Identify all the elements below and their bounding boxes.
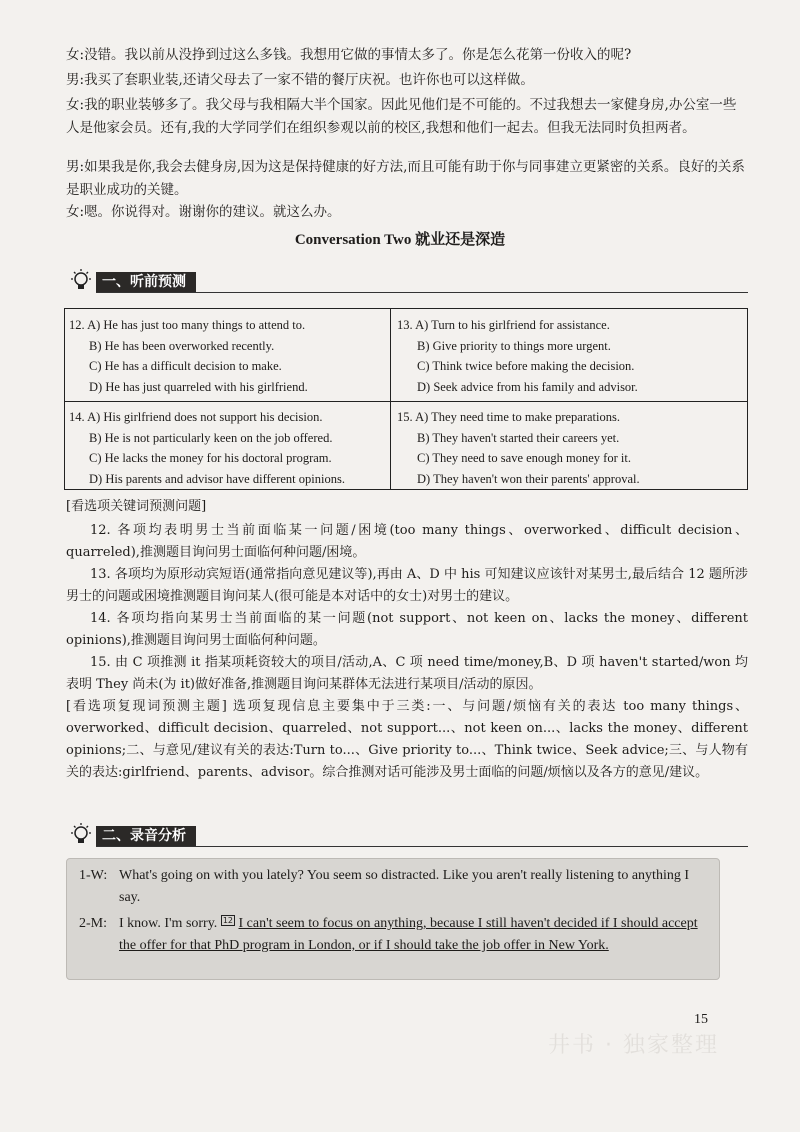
dialogue-line-5 bbox=[66, 201, 746, 224]
watermark: 井书 · 独家整理 bbox=[548, 1033, 719, 1058]
transcript-line-1 bbox=[79, 865, 707, 909]
option-line: B) They haven't started their careers yet. bbox=[417, 430, 620, 445]
analysis-paragraph-14: 14. 各项均指向某男士当前面临的某一问题(not support、not keen on、lacks the money、different opinions),推测题目询问男士面临何种问题。 bbox=[66, 611, 748, 648]
option-line: C) They need to save enough money for it. bbox=[417, 451, 631, 465]
speaker-tag: 1-W: bbox=[79, 868, 108, 883]
speaker: 女: bbox=[66, 97, 85, 113]
dialogue-line-1 bbox=[66, 44, 746, 67]
option-line: C) Think twice before making the decision. bbox=[417, 359, 635, 373]
transcript-box bbox=[66, 858, 720, 980]
question-13 bbox=[393, 309, 715, 397]
section-label: 二、录音分析 bbox=[96, 826, 196, 846]
dialogue-text: 如果我是你,我会去健身房,因为这是保持健康的好方法,而且可能有助于你与同事建立更紧密的关系。良好的关系是职业成功的关键。 bbox=[66, 159, 745, 198]
option-line: 12. A) He has just too many things to attend to. bbox=[69, 318, 306, 332]
speaker: 男: bbox=[66, 72, 85, 88]
option-line: 13. A) Turn to his girlfriend for assistance. bbox=[397, 318, 610, 332]
lightbulb-icon bbox=[68, 822, 94, 848]
speaker: 女: bbox=[66, 204, 85, 220]
lightbulb-icon bbox=[68, 268, 94, 294]
transcript-text: What's going on with you lately? You seem so distracted. Like you aren't really listening to anything I say. bbox=[119, 868, 689, 905]
dialogue-text: 嗯。你说得对。谢谢你的建议。就这么办。 bbox=[84, 204, 341, 220]
analysis-paragraph-12: 12. 各项均表明男士当前面临某一问题/困境(too many things、overworked、difficult decision、quarreled),推测题目询问男士面临何种问题/困境。 bbox=[66, 523, 748, 560]
option-line: B) He is not particularly keen on the job offered. bbox=[89, 430, 333, 445]
option-line: 15. A) They need time to make preparations. bbox=[397, 410, 620, 424]
table-divider bbox=[390, 309, 391, 489]
speaker-tag: 2-M: bbox=[79, 916, 107, 931]
option-line: B) Give priority to things more urgent. bbox=[417, 338, 611, 353]
section-rule bbox=[96, 292, 748, 293]
keyword-heading: [看选项关键词预测问题] bbox=[66, 499, 207, 514]
analysis-paragraph-13: 13. 各项均为原形动宾短语(通常指向意见建议等),再由 A、D 中 his 可知建议应该针对某男士,最后结合 12 题所涉男士的问题或困境推测题目询问某人(很可能是本对话中的女士)对男士的建议。 bbox=[66, 567, 748, 604]
dialogue-line-4 bbox=[66, 156, 746, 202]
dialogue-text: 我的职业装够多了。我父母与我相隔大半个国家。因此见他们是不可能的。不过我想去一家健身房,办公室一些人是他家会员。还有,我的大学同学们在组织参观以前的校区,我想和他们一起去。但我无法同时负担两者。 bbox=[66, 97, 737, 136]
question-12 bbox=[65, 309, 387, 397]
option-line: D) They haven't won their parents' approval. bbox=[417, 471, 640, 486]
option-line: C) He has a difficult decision to make. bbox=[89, 359, 282, 373]
option-line: D) Seek advice from his family and advisor. bbox=[417, 379, 638, 394]
question-number-badge: 12 bbox=[222, 916, 233, 925]
speaker: 男: bbox=[66, 159, 85, 175]
analysis-paragraph-15: 15. 由 C 项推测 it 指某项耗资较大的项目/活动,A、C 项 need time/money,B、D 项 haven't started/won 均表明 They 尚未(为 it)做好准备,推测题目询问某群体无法进行某项目/活动的原因。 bbox=[66, 655, 748, 692]
option-line: B) He has been overworked recently. bbox=[89, 338, 275, 353]
conversation-title: Conversation Two 就业还是深造 bbox=[294, 232, 506, 248]
option-line: D) His parents and advisor have different opinions. bbox=[89, 471, 345, 486]
page-number: 15 bbox=[694, 1012, 708, 1027]
question-15 bbox=[393, 401, 715, 489]
section-label: 一、听前预测 bbox=[96, 272, 196, 292]
section-header-audio bbox=[68, 820, 748, 848]
transcript-text: I know. I'm sorry. bbox=[119, 916, 221, 931]
dialogue-line-2 bbox=[66, 69, 746, 92]
options-table bbox=[64, 308, 748, 490]
option-line: D) He has just quarreled with his girlfriend. bbox=[89, 379, 308, 394]
dialogue-text: 我买了套职业装,还请父母去了一家不错的餐厅庆祝。也许你也可以这样做。 bbox=[84, 72, 534, 88]
section-header-prediction bbox=[68, 266, 748, 294]
section-rule bbox=[96, 846, 748, 847]
speaker: 女: bbox=[66, 47, 85, 63]
analysis-summary: [看选项复现词预测主题] 选项复现信息主要集中于三类:一、与问题/烦恼有关的表达 too many things、overworked、difficult decision、quarreled、not support...、not keen on...、lacks the money、different opinions;二、与意见/建议有关的表达:Turn to...、Give priority to...、Think twice、Seek advice;三、与人物有关的表达:girlfriend、parents、advisor。综合推测对话可能涉及男士面临的问题/烦恼以及各方的意见/建议。 bbox=[66, 699, 748, 780]
dialogue-text: 没错。我以前从没挣到过这么多钱。我想用它做的事情太多了。你是怎么花第一份收入的呢? bbox=[84, 47, 632, 63]
question-14 bbox=[65, 401, 387, 489]
underlined-answer: I can't seem to focus on anything, because I still haven't decided if I should accept the offer for that PhD program in London, or if I should take the job offer in New York. bbox=[119, 916, 698, 953]
transcript-line-2 bbox=[79, 913, 707, 957]
dialogue-line-3 bbox=[66, 94, 746, 140]
option-line: 14. A) His girlfriend does not support his decision. bbox=[69, 410, 323, 424]
option-line: C) He lacks the money for his doctoral program. bbox=[89, 451, 332, 465]
